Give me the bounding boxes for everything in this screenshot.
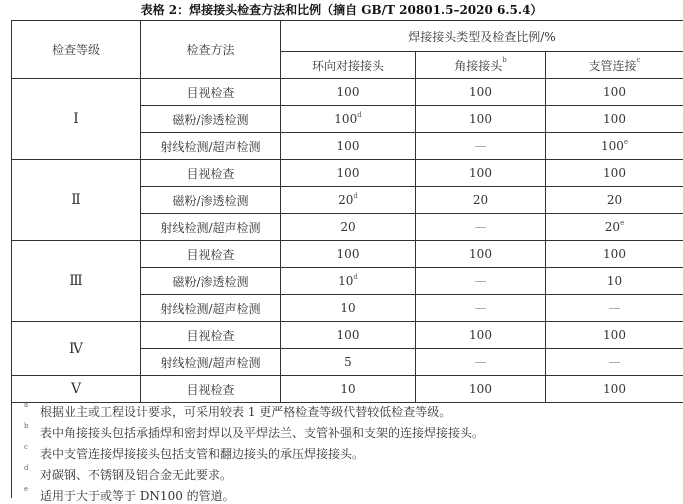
method-cell: 射线检测/超声检测 xyxy=(141,214,281,241)
value-cell: 100 xyxy=(416,79,546,106)
value-cell: — xyxy=(546,295,683,322)
value-cell: 100 xyxy=(281,322,416,349)
value-cell: 100 xyxy=(281,241,416,268)
value-cell: 100 xyxy=(546,322,683,349)
header-fillet-joint: 角接接头$^b$ xyxy=(416,52,546,79)
grade-cell: Ⅰ xyxy=(12,79,141,160)
value-cell: 100 xyxy=(416,106,546,133)
value-cell: 100 xyxy=(546,241,683,268)
method-cell: 磁粉/渗透检测 xyxy=(141,187,281,214)
table-row xyxy=(12,160,683,187)
value-cell: 10 xyxy=(546,268,683,295)
value-cell: — xyxy=(416,133,546,160)
method-cell: 目视检查 xyxy=(141,160,281,187)
value-cell: 20 xyxy=(416,187,546,214)
method-cell: 磁粉/渗透检测 xyxy=(141,268,281,295)
method-cell: 目视检查 xyxy=(141,79,281,106)
value-cell: 100 xyxy=(416,376,546,403)
method-cell: 目视检查 xyxy=(141,376,281,403)
header-method: 检查方法 xyxy=(141,21,281,79)
value-cell: 100 xyxy=(546,376,683,403)
method-cell: 磁粉/渗透检测 xyxy=(141,106,281,133)
method-cell: 目视检查 xyxy=(141,241,281,268)
note-item: a 根据业主或工程设计要求，可采用较表 1 更严格检查等级代替较低检查等级。 xyxy=(40,403,451,420)
note-item: e 适用于大于或等于 DN100 的管道。 xyxy=(40,487,235,504)
value-cell: 100 xyxy=(281,79,416,106)
value-cell: 100 xyxy=(281,160,416,187)
value-cell: 100 xyxy=(546,79,683,106)
value-cell: 5 xyxy=(281,349,416,376)
grade-cell: Ⅱ xyxy=(12,160,141,241)
header-grade: 检查等级 xyxy=(12,21,141,79)
value-cell: 20$^d$ xyxy=(281,187,416,214)
value-cell: 10 xyxy=(281,295,416,322)
note-item: d 对碳钢、不锈钢及铝合金无此要求。 xyxy=(40,466,232,483)
method-cell: 射线检测/超声检测 xyxy=(141,349,281,376)
table-row xyxy=(12,79,683,106)
method-cell: 射线检测/超声检测 xyxy=(141,133,281,160)
value-cell: 100 xyxy=(416,241,546,268)
table-caption: 表格 2：焊接接头检查方法和比例（摘自 GB/T 20801.5–2020 6.5.4） xyxy=(0,1,683,18)
value-cell: 20 xyxy=(546,187,683,214)
value-cell: — xyxy=(416,214,546,241)
value-cell: 20 xyxy=(281,214,416,241)
table-notes xyxy=(11,394,683,498)
value-cell: — xyxy=(416,268,546,295)
table-row xyxy=(12,322,683,349)
value-cell: 100 xyxy=(546,160,683,187)
grade-cell: Ⅳ xyxy=(12,322,141,376)
value-cell: 100$^d$ xyxy=(281,106,416,133)
grade-cell: Ⅲ xyxy=(12,241,141,322)
value-cell: 20e xyxy=(546,214,683,241)
value-cell: 10$^d$ xyxy=(281,268,416,295)
header-branch-connection: 支管连接$^c$ xyxy=(546,52,683,79)
header-joint-type-group: 焊接接头类型及检查比例/% xyxy=(281,21,683,52)
method-cell: 目视检查 xyxy=(141,322,281,349)
value-cell: 100 xyxy=(281,133,416,160)
value-cell: — xyxy=(416,349,546,376)
inspection-table xyxy=(11,20,683,403)
method-cell: 射线检测/超声检测 xyxy=(141,295,281,322)
header-circumferential-butt: 环向对接接头 xyxy=(281,52,416,79)
grade-cell: Ⅴ xyxy=(12,376,141,403)
value-cell: — xyxy=(416,295,546,322)
value-cell: 100 xyxy=(416,160,546,187)
value-cell: — xyxy=(546,349,683,376)
value-cell: 100e xyxy=(546,133,683,160)
value-cell: 100 xyxy=(416,322,546,349)
note-item: c 表中支管连接焊接接头包括支管和翻边接头的承压焊接接头。 xyxy=(40,445,364,462)
value-cell: 10 xyxy=(281,376,416,403)
table-row xyxy=(12,241,683,268)
value-cell: 100 xyxy=(546,106,683,133)
note-item: b 表中角接接头包括承插焊和密封焊以及平焊法兰、支管补强和支架的连接焊接接头。 xyxy=(40,424,484,441)
